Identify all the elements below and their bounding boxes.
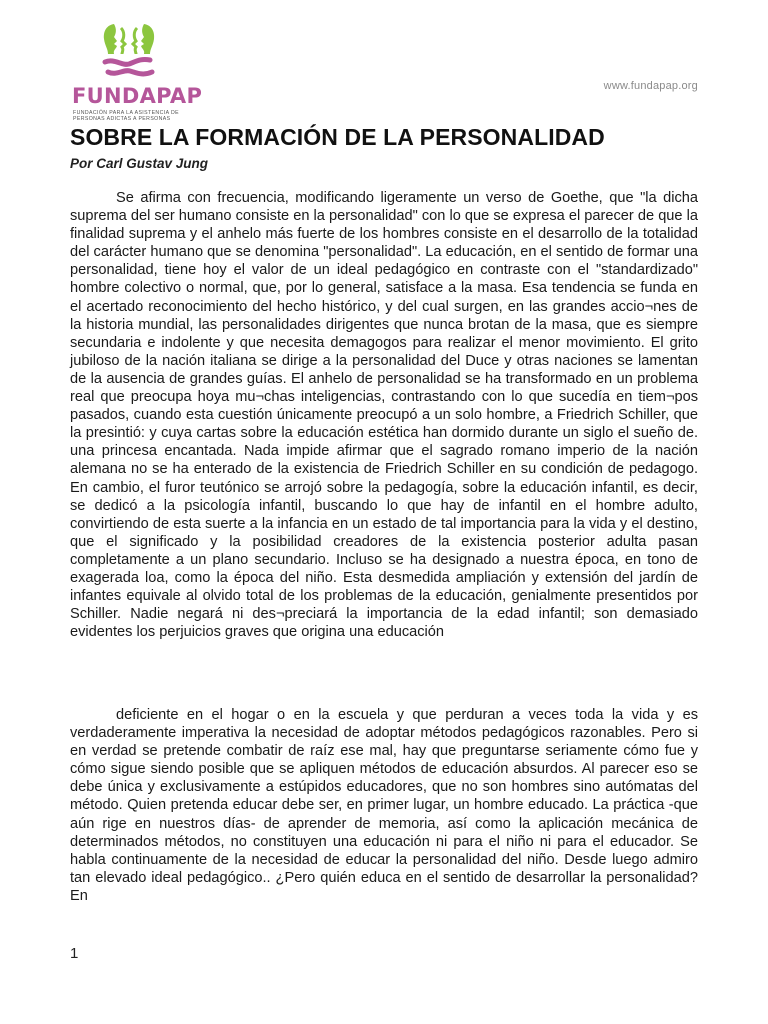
body-paragraph: Se afirma con frecuencia, modificando ligeramente un verso de Goethe, que "la dicha suprema del ser humano consiste en la personalidad" con lo que se expresa el parecer de que la finalidad suprema y el anhelo más fuerte de los hombres consiste en el desarrollo de la totalidad del carácter humano que se denomina "personalidad". La educación, en el sentido de formar una personalidad, tiene hoy el valor de un ideal pedagógico en contraste con el "standardizado" hombre colectivo o normal, que, por lo general, satisface a la masa. Esa tendencia se funda en el acertado reconocimiento del hecho histórico, y del cual surgen, en las grandes accio¬nes de la historia mundial, las personalidades dirigentes que nunca brotan de la masa, que es siempre secundaria e indolente y que necesita demagogos para realizar el menor movimiento. El grito jubiloso de la nación italiana se dirige a la personalidad del Duce y otras naciones se lamentan de la ausencia de grandes guías. El anhelo de personalidad se ha transformado en un problema real que preocupa hoya mu¬chas inteligencias, contrastando con lo que sucedía en tiem¬pos pasados, cuando esta cuestión únicamente preocupó a un solo hombre, a Friedrich Schiller, que la presintió: y cuya cartas sobre la educación estética han dormido durante un siglo el sueño de. una princesa encantada. Nada impide afirmar que el sagrado romano imperio de la nación alemana no se ha enterado de la existencia de Friedrich Schiller en su condición de pedagogo. En cambio, el furor teutónico se arrojó sobre la pedagogía, sobre la educación infantil, es decir, se dedicó a la psicología infantil, buscando lo que hay de infantil en el hombre adulto, convirtiendo de esta suerte a la infancia en un estado de tal importancia para la vida y el destino, que el significado y la posibilidad creadores de la existencia posterior adulta pasan completamente a un plano secundario. Incluso se ha designado a nuestra época, en tono de exagerada loa, como la época del niño. Esta desmedida ampliación y extensión del jardín de infantes equivale al olvido total de los problemas de la educación, genialmente presentidos por Schiller. Nadie negará ni des¬preciará la importancia de la edad infantil; son demasiado evidentes los perjuicios graves que origina una educación	[70, 190, 698, 641]
fundapap-logo	[72, 22, 203, 122]
body-paragraph: deficiente en el hogar o en la escuela y que perduran a veces toda la vida y es verdaderamente imperativa la necesidad de adoptar métodos pedagógicos razonables. Pero si en verdad se pretende combatir de raíz ese mal, hay que preguntarse seriamente cómo fue y cómo sigue siendo posible que se apliquen métodos de educación absurdos. Al parecer eso se debe única y exclusivamente a estúpidos educadores, que no son hombres sino autómatas del método. Quien pretenda educar debe ser, en primer lugar, un hombre educado. La práctica -que aún rige en nuestros días- de aprender de memoria, así como la aplicación mecánica de determinados métodos, no constituyen una educación ni para el niño ni para el educador. Se habla continuamente de la necesidad de educar la personalidad del niño. Desde luego admiro tan elevado ideal pedagógico.. ¿Pero quién educa en el sentido de desarrollar la personalidad? En	[70, 707, 698, 904]
page-number: 1	[70, 945, 79, 962]
document-author: Por Carl Gustav Jung	[70, 156, 209, 171]
two-faces-icon	[100, 22, 158, 82]
document-title: SOBRE LA FORMACIÓN DE LA PERSONALIDAD	[70, 124, 605, 150]
website-link[interactable]: www.fundapap.org	[603, 80, 698, 92]
brand-name: FUNDAPAP	[72, 84, 203, 108]
brand-tagline: FUNDACIÓN PARA LA ASISTENCIA DE PERSONAS ADICTAS A PERSONAS	[73, 110, 179, 122]
